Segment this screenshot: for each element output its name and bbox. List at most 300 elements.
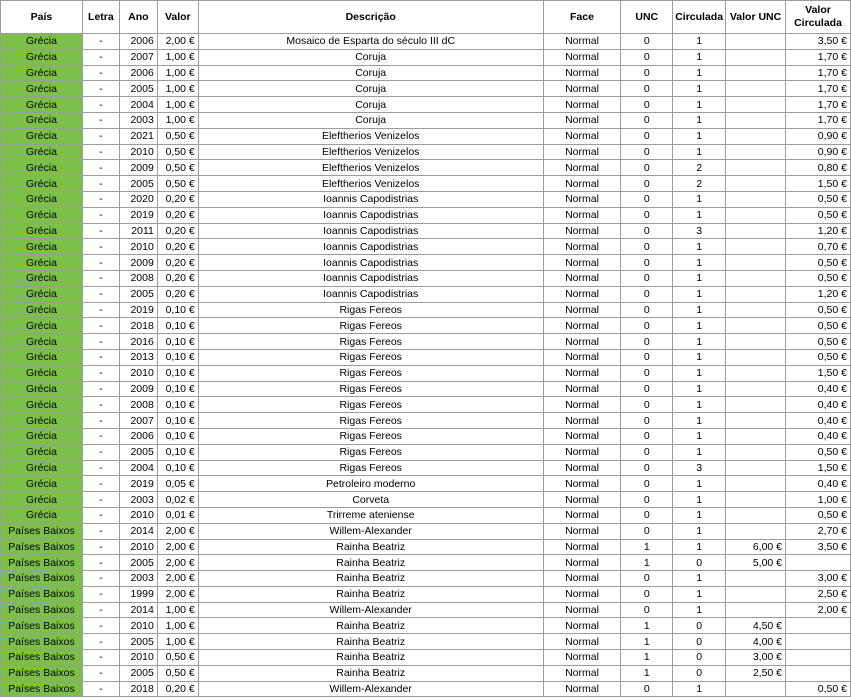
cell-unc[interactable]: 0 [621, 239, 673, 255]
cell-pais[interactable]: Grécia [1, 81, 83, 97]
cell-ano[interactable]: 2019 [119, 476, 157, 492]
cell-unc[interactable]: 0 [621, 444, 673, 460]
cell-descricao[interactable]: Rigas Fereos [198, 428, 543, 444]
cell-valor-circulada[interactable]: 0,50 € [786, 270, 851, 286]
cell-ano[interactable]: 2007 [119, 413, 157, 429]
cell-letra[interactable]: - [82, 444, 119, 460]
cell-valor-circulada[interactable]: 1,70 € [786, 112, 851, 128]
cell-pais[interactable]: Grécia [1, 381, 83, 397]
cell-pais[interactable]: Grécia [1, 476, 83, 492]
cell-pais[interactable]: Grécia [1, 207, 83, 223]
cell-valor-unc[interactable] [726, 523, 786, 539]
cell-face[interactable]: Normal [543, 286, 621, 302]
cell-unc[interactable]: 0 [621, 286, 673, 302]
cell-pais[interactable]: Grécia [1, 444, 83, 460]
cell-valor-unc[interactable] [726, 444, 786, 460]
cell-descricao[interactable]: Mosaico de Esparta do século III dC [198, 34, 543, 50]
cell-pais[interactable]: Países Baixos [1, 586, 83, 602]
cell-valor-unc[interactable] [726, 365, 786, 381]
cell-pais[interactable]: Grécia [1, 270, 83, 286]
cell-letra[interactable]: - [82, 128, 119, 144]
cell-descricao[interactable]: Eleftherios Venizelos [198, 128, 543, 144]
cell-valor-circulada[interactable]: 2,00 € [786, 602, 851, 618]
cell-face[interactable]: Normal [543, 334, 621, 350]
cell-letra[interactable]: - [82, 239, 119, 255]
cell-valor-unc[interactable] [726, 318, 786, 334]
cell-face[interactable]: Normal [543, 349, 621, 365]
cell-pais[interactable]: Grécia [1, 302, 83, 318]
cell-ano[interactable]: 1999 [119, 586, 157, 602]
cell-unc[interactable]: 0 [621, 428, 673, 444]
cell-unc[interactable]: 0 [621, 571, 673, 587]
cell-valor-unc[interactable] [726, 492, 786, 508]
cell-valor-unc[interactable] [726, 65, 786, 81]
cell-circulada[interactable]: 1 [673, 681, 726, 697]
cell-circulada[interactable]: 1 [673, 318, 726, 334]
cell-ano[interactable]: 2003 [119, 571, 157, 587]
cell-valor-unc[interactable] [726, 413, 786, 429]
cell-unc[interactable]: 0 [621, 128, 673, 144]
cell-pais[interactable]: Países Baixos [1, 602, 83, 618]
cell-descricao[interactable]: Ioannis Capodistrias [198, 255, 543, 271]
cell-descricao[interactable]: Rigas Fereos [198, 460, 543, 476]
cell-valor-circulada[interactable]: 1,50 € [786, 176, 851, 192]
cell-pais[interactable]: Grécia [1, 428, 83, 444]
cell-valor-unc[interactable] [726, 571, 786, 587]
cell-valor-unc[interactable] [726, 144, 786, 160]
cell-letra[interactable]: - [82, 523, 119, 539]
cell-letra[interactable]: - [82, 476, 119, 492]
cell-face[interactable]: Normal [543, 460, 621, 476]
cell-letra[interactable]: - [82, 618, 119, 634]
cell-circulada[interactable]: 1 [673, 428, 726, 444]
cell-valor-unc[interactable] [726, 223, 786, 239]
cell-face[interactable]: Normal [543, 223, 621, 239]
cell-letra[interactable]: - [82, 34, 119, 50]
cell-unc[interactable]: 0 [621, 523, 673, 539]
header-cell[interactable]: Descrição [198, 1, 543, 34]
cell-valor[interactable]: 2,00 € [157, 555, 198, 571]
cell-circulada[interactable]: 1 [673, 381, 726, 397]
cell-face[interactable]: Normal [543, 586, 621, 602]
cell-circulada[interactable]: 1 [673, 97, 726, 113]
cell-letra[interactable]: - [82, 144, 119, 160]
cell-letra[interactable]: - [82, 365, 119, 381]
cell-circulada[interactable]: 0 [673, 634, 726, 650]
cell-circulada[interactable]: 2 [673, 160, 726, 176]
cell-circulada[interactable]: 1 [673, 270, 726, 286]
cell-face[interactable]: Normal [543, 191, 621, 207]
cell-descricao[interactable]: Rainha Beatriz [198, 634, 543, 650]
cell-letra[interactable]: - [82, 460, 119, 476]
cell-descricao[interactable]: Coruja [198, 112, 543, 128]
cell-valor[interactable]: 0,10 € [157, 349, 198, 365]
cell-circulada[interactable]: 1 [673, 207, 726, 223]
cell-pais[interactable]: Grécia [1, 397, 83, 413]
cell-pais[interactable]: Grécia [1, 128, 83, 144]
cell-valor-circulada[interactable]: 0,90 € [786, 144, 851, 160]
cell-valor-unc[interactable] [726, 176, 786, 192]
cell-unc[interactable]: 0 [621, 334, 673, 350]
cell-valor-unc[interactable] [726, 270, 786, 286]
cell-valor-circulada[interactable] [786, 618, 851, 634]
cell-circulada[interactable]: 3 [673, 223, 726, 239]
cell-valor-circulada[interactable]: 3,50 € [786, 34, 851, 50]
cell-face[interactable]: Normal [543, 97, 621, 113]
cell-valor-circulada[interactable]: 0,50 € [786, 318, 851, 334]
cell-valor-circulada[interactable] [786, 665, 851, 681]
cell-letra[interactable]: - [82, 112, 119, 128]
cell-ano[interactable]: 2010 [119, 650, 157, 666]
cell-valor-circulada[interactable]: 0,40 € [786, 428, 851, 444]
cell-valor[interactable]: 1,00 € [157, 602, 198, 618]
cell-circulada[interactable]: 1 [673, 49, 726, 65]
cell-unc[interactable]: 0 [621, 397, 673, 413]
cell-circulada[interactable]: 1 [673, 523, 726, 539]
cell-unc[interactable]: 0 [621, 144, 673, 160]
cell-circulada[interactable]: 1 [673, 286, 726, 302]
cell-unc[interactable]: 0 [621, 97, 673, 113]
cell-face[interactable]: Normal [543, 444, 621, 460]
cell-pais[interactable]: Grécia [1, 255, 83, 271]
cell-unc[interactable]: 0 [621, 681, 673, 697]
cell-unc[interactable]: 1 [621, 650, 673, 666]
cell-circulada[interactable]: 1 [673, 128, 726, 144]
cell-unc[interactable]: 0 [621, 507, 673, 523]
cell-valor-circulada[interactable]: 1,20 € [786, 286, 851, 302]
cell-valor[interactable]: 0,10 € [157, 460, 198, 476]
cell-descricao[interactable]: Rigas Fereos [198, 413, 543, 429]
cell-valor[interactable]: 0,10 € [157, 428, 198, 444]
cell-valor[interactable]: 0,50 € [157, 665, 198, 681]
cell-circulada[interactable]: 1 [673, 492, 726, 508]
cell-letra[interactable]: - [82, 428, 119, 444]
cell-valor-circulada[interactable]: 1,00 € [786, 492, 851, 508]
cell-unc[interactable]: 0 [621, 365, 673, 381]
cell-ano[interactable]: 2010 [119, 618, 157, 634]
cell-letra[interactable]: - [82, 349, 119, 365]
cell-descricao[interactable]: Ioannis Capodistrias [198, 223, 543, 239]
cell-circulada[interactable]: 1 [673, 81, 726, 97]
cell-valor-unc[interactable]: 4,00 € [726, 634, 786, 650]
cell-unc[interactable]: 0 [621, 191, 673, 207]
cell-circulada[interactable]: 1 [673, 65, 726, 81]
cell-valor[interactable]: 0,20 € [157, 270, 198, 286]
cell-ano[interactable]: 2009 [119, 160, 157, 176]
cell-letra[interactable]: - [82, 318, 119, 334]
cell-valor[interactable]: 2,00 € [157, 586, 198, 602]
cell-ano[interactable]: 2006 [119, 65, 157, 81]
cell-pais[interactable]: Países Baixos [1, 634, 83, 650]
cell-pais[interactable]: Grécia [1, 460, 83, 476]
cell-face[interactable]: Normal [543, 476, 621, 492]
cell-valor-unc[interactable] [726, 476, 786, 492]
cell-face[interactable]: Normal [543, 128, 621, 144]
cell-valor[interactable]: 0,10 € [157, 318, 198, 334]
cell-pais[interactable]: Países Baixos [1, 571, 83, 587]
cell-valor-circulada[interactable]: 0,50 € [786, 349, 851, 365]
cell-valor[interactable]: 0,20 € [157, 207, 198, 223]
cell-valor[interactable]: 0,50 € [157, 160, 198, 176]
cell-valor-unc[interactable]: 2,50 € [726, 665, 786, 681]
cell-unc[interactable]: 0 [621, 460, 673, 476]
cell-unc[interactable]: 0 [621, 65, 673, 81]
cell-circulada[interactable]: 1 [673, 34, 726, 50]
cell-valor-unc[interactable]: 5,00 € [726, 555, 786, 571]
cell-descricao[interactable]: Rainha Beatriz [198, 586, 543, 602]
cell-valor-unc[interactable] [726, 160, 786, 176]
cell-valor[interactable]: 1,00 € [157, 634, 198, 650]
cell-valor[interactable]: 0,02 € [157, 492, 198, 508]
cell-ano[interactable]: 2009 [119, 255, 157, 271]
cell-letra[interactable]: - [82, 650, 119, 666]
cell-valor-circulada[interactable]: 0,40 € [786, 413, 851, 429]
cell-letra[interactable]: - [82, 286, 119, 302]
cell-face[interactable]: Normal [543, 34, 621, 50]
cell-descricao[interactable]: Corveta [198, 492, 543, 508]
cell-circulada[interactable]: 0 [673, 665, 726, 681]
cell-ano[interactable]: 2004 [119, 460, 157, 476]
cell-valor[interactable]: 0,50 € [157, 144, 198, 160]
cell-descricao[interactable]: Trirreme ateniense [198, 507, 543, 523]
cell-face[interactable]: Normal [543, 428, 621, 444]
cell-valor-unc[interactable] [726, 507, 786, 523]
cell-face[interactable]: Normal [543, 270, 621, 286]
cell-unc[interactable]: 1 [621, 539, 673, 555]
cell-descricao[interactable]: Willem-Alexander [198, 523, 543, 539]
cell-letra[interactable]: - [82, 492, 119, 508]
cell-letra[interactable]: - [82, 665, 119, 681]
cell-letra[interactable]: - [82, 65, 119, 81]
cell-unc[interactable]: 1 [621, 555, 673, 571]
cell-descricao[interactable]: Eleftherios Venizelos [198, 176, 543, 192]
cell-pais[interactable]: Países Baixos [1, 618, 83, 634]
cell-face[interactable]: Normal [543, 255, 621, 271]
cell-valor-unc[interactable]: 6,00 € [726, 539, 786, 555]
cell-descricao[interactable]: Rainha Beatriz [198, 555, 543, 571]
cell-valor-circulada[interactable]: 0,50 € [786, 302, 851, 318]
cell-unc[interactable]: 0 [621, 476, 673, 492]
cell-circulada[interactable]: 1 [673, 365, 726, 381]
cell-face[interactable]: Normal [543, 112, 621, 128]
cell-valor[interactable]: 0,10 € [157, 381, 198, 397]
cell-pais[interactable]: Grécia [1, 144, 83, 160]
cell-letra[interactable]: - [82, 302, 119, 318]
cell-ano[interactable]: 2018 [119, 318, 157, 334]
cell-valor-unc[interactable] [726, 255, 786, 271]
cell-circulada[interactable]: 1 [673, 349, 726, 365]
cell-ano[interactable]: 2003 [119, 112, 157, 128]
cell-valor-unc[interactable] [726, 586, 786, 602]
cell-descricao[interactable]: Willem-Alexander [198, 602, 543, 618]
cell-valor[interactable]: 0,20 € [157, 191, 198, 207]
cell-valor[interactable]: 2,00 € [157, 539, 198, 555]
cell-valor[interactable]: 0,20 € [157, 223, 198, 239]
cell-valor-unc[interactable] [726, 302, 786, 318]
cell-valor-circulada[interactable]: 1,50 € [786, 460, 851, 476]
cell-descricao[interactable]: Eleftherios Venizelos [198, 160, 543, 176]
cell-valor[interactable]: 0,10 € [157, 302, 198, 318]
cell-valor[interactable]: 0,10 € [157, 334, 198, 350]
cell-pais[interactable]: Países Baixos [1, 650, 83, 666]
cell-unc[interactable]: 0 [621, 318, 673, 334]
cell-circulada[interactable]: 0 [673, 650, 726, 666]
cell-valor-circulada[interactable]: 1,20 € [786, 223, 851, 239]
cell-pais[interactable]: Grécia [1, 160, 83, 176]
cell-valor[interactable]: 0,05 € [157, 476, 198, 492]
cell-valor-unc[interactable] [726, 428, 786, 444]
cell-descricao[interactable]: Coruja [198, 65, 543, 81]
cell-ano[interactable]: 2007 [119, 49, 157, 65]
cell-face[interactable]: Normal [543, 492, 621, 508]
cell-valor-unc[interactable] [726, 191, 786, 207]
cell-letra[interactable]: - [82, 602, 119, 618]
cell-ano[interactable]: 2019 [119, 302, 157, 318]
cell-face[interactable]: Normal [543, 239, 621, 255]
cell-valor-unc[interactable] [726, 128, 786, 144]
cell-pais[interactable]: Grécia [1, 176, 83, 192]
cell-valor-circulada[interactable]: 0,70 € [786, 239, 851, 255]
cell-letra[interactable]: - [82, 270, 119, 286]
cell-face[interactable]: Normal [543, 144, 621, 160]
cell-valor-unc[interactable]: 3,00 € [726, 650, 786, 666]
cell-valor-unc[interactable] [726, 34, 786, 50]
cell-descricao[interactable]: Petroleiro moderno [198, 476, 543, 492]
cell-face[interactable]: Normal [543, 318, 621, 334]
cell-valor[interactable]: 1,00 € [157, 65, 198, 81]
cell-descricao[interactable]: Coruja [198, 81, 543, 97]
cell-ano[interactable]: 2005 [119, 555, 157, 571]
cell-pais[interactable]: Grécia [1, 286, 83, 302]
cell-unc[interactable]: 1 [621, 665, 673, 681]
cell-pais[interactable]: Grécia [1, 112, 83, 128]
cell-valor-unc[interactable] [726, 81, 786, 97]
cell-valor[interactable]: 1,00 € [157, 112, 198, 128]
cell-ano[interactable]: 2018 [119, 681, 157, 697]
cell-valor[interactable]: 0,20 € [157, 681, 198, 697]
cell-letra[interactable]: - [82, 49, 119, 65]
cell-face[interactable]: Normal [543, 634, 621, 650]
header-cell[interactable]: Circulada [673, 1, 726, 34]
cell-circulada[interactable]: 1 [673, 586, 726, 602]
cell-circulada[interactable]: 1 [673, 571, 726, 587]
cell-valor-circulada[interactable] [786, 650, 851, 666]
cell-circulada[interactable]: 0 [673, 555, 726, 571]
cell-ano[interactable]: 2005 [119, 665, 157, 681]
cell-descricao[interactable]: Ioannis Capodistrias [198, 239, 543, 255]
cell-face[interactable]: Normal [543, 555, 621, 571]
cell-circulada[interactable]: 1 [673, 413, 726, 429]
header-cell[interactable]: Face [543, 1, 621, 34]
header-cell[interactable]: Valor UNC [726, 1, 786, 34]
cell-descricao[interactable]: Eleftherios Venizelos [198, 144, 543, 160]
cell-circulada[interactable]: 3 [673, 460, 726, 476]
cell-circulada[interactable]: 1 [673, 397, 726, 413]
cell-valor-unc[interactable] [726, 334, 786, 350]
cell-unc[interactable]: 0 [621, 207, 673, 223]
cell-circulada[interactable]: 1 [673, 239, 726, 255]
cell-unc[interactable]: 0 [621, 34, 673, 50]
header-cell[interactable]: Valor [157, 1, 198, 34]
cell-valor[interactable]: 1,00 € [157, 81, 198, 97]
cell-valor-circulada[interactable]: 0,90 € [786, 128, 851, 144]
cell-valor[interactable]: 0,10 € [157, 444, 198, 460]
cell-valor[interactable]: 1,00 € [157, 618, 198, 634]
cell-valor[interactable]: 2,00 € [157, 571, 198, 587]
cell-ano[interactable]: 2014 [119, 523, 157, 539]
cell-unc[interactable]: 0 [621, 255, 673, 271]
cell-ano[interactable]: 2011 [119, 223, 157, 239]
cell-valor-circulada[interactable]: 0,40 € [786, 381, 851, 397]
cell-valor-unc[interactable]: 4,50 € [726, 618, 786, 634]
cell-ano[interactable]: 2008 [119, 397, 157, 413]
cell-letra[interactable]: - [82, 507, 119, 523]
cell-valor[interactable]: 0,10 € [157, 365, 198, 381]
cell-circulada[interactable]: 1 [673, 507, 726, 523]
cell-letra[interactable]: - [82, 381, 119, 397]
cell-descricao[interactable]: Rigas Fereos [198, 334, 543, 350]
cell-descricao[interactable]: Rainha Beatriz [198, 665, 543, 681]
cell-unc[interactable]: 0 [621, 160, 673, 176]
cell-face[interactable]: Normal [543, 160, 621, 176]
cell-valor-circulada[interactable]: 3,50 € [786, 539, 851, 555]
cell-letra[interactable]: - [82, 334, 119, 350]
cell-descricao[interactable]: Ioannis Capodistrias [198, 270, 543, 286]
cell-pais[interactable]: Grécia [1, 34, 83, 50]
cell-valor[interactable]: 0,50 € [157, 176, 198, 192]
cell-pais[interactable]: Grécia [1, 365, 83, 381]
cell-unc[interactable]: 0 [621, 270, 673, 286]
cell-letra[interactable]: - [82, 160, 119, 176]
cell-valor-unc[interactable] [726, 349, 786, 365]
cell-valor-circulada[interactable]: 0,80 € [786, 160, 851, 176]
cell-face[interactable]: Normal [543, 602, 621, 618]
cell-unc[interactable]: 1 [621, 634, 673, 650]
cell-valor-unc[interactable] [726, 49, 786, 65]
cell-valor-circulada[interactable]: 1,70 € [786, 49, 851, 65]
cell-ano[interactable]: 2010 [119, 507, 157, 523]
cell-letra[interactable]: - [82, 681, 119, 697]
cell-ano[interactable]: 2006 [119, 428, 157, 444]
cell-face[interactable]: Normal [543, 176, 621, 192]
cell-letra[interactable]: - [82, 555, 119, 571]
cell-valor-circulada[interactable]: 0,50 € [786, 207, 851, 223]
cell-letra[interactable]: - [82, 634, 119, 650]
header-cell[interactable]: Ano [119, 1, 157, 34]
cell-pais[interactable]: Grécia [1, 223, 83, 239]
cell-circulada[interactable]: 1 [673, 444, 726, 460]
cell-descricao[interactable]: Coruja [198, 97, 543, 113]
cell-ano[interactable]: 2014 [119, 602, 157, 618]
cell-descricao[interactable]: Ioannis Capodistrias [198, 191, 543, 207]
cell-ano[interactable]: 2005 [119, 444, 157, 460]
cell-valor-circulada[interactable]: 0,50 € [786, 255, 851, 271]
cell-face[interactable]: Normal [543, 65, 621, 81]
cell-valor[interactable]: 0,50 € [157, 128, 198, 144]
cell-circulada[interactable]: 0 [673, 618, 726, 634]
cell-unc[interactable]: 0 [621, 413, 673, 429]
cell-circulada[interactable]: 1 [673, 255, 726, 271]
cell-letra[interactable]: - [82, 97, 119, 113]
cell-ano[interactable]: 2010 [119, 539, 157, 555]
cell-valor-unc[interactable] [726, 460, 786, 476]
cell-circulada[interactable]: 1 [673, 334, 726, 350]
cell-valor-circulada[interactable]: 0,40 € [786, 476, 851, 492]
header-cell[interactable]: Letra [82, 1, 119, 34]
header-cell[interactable]: País [1, 1, 83, 34]
cell-pais[interactable]: Grécia [1, 413, 83, 429]
cell-valor-unc[interactable] [726, 381, 786, 397]
